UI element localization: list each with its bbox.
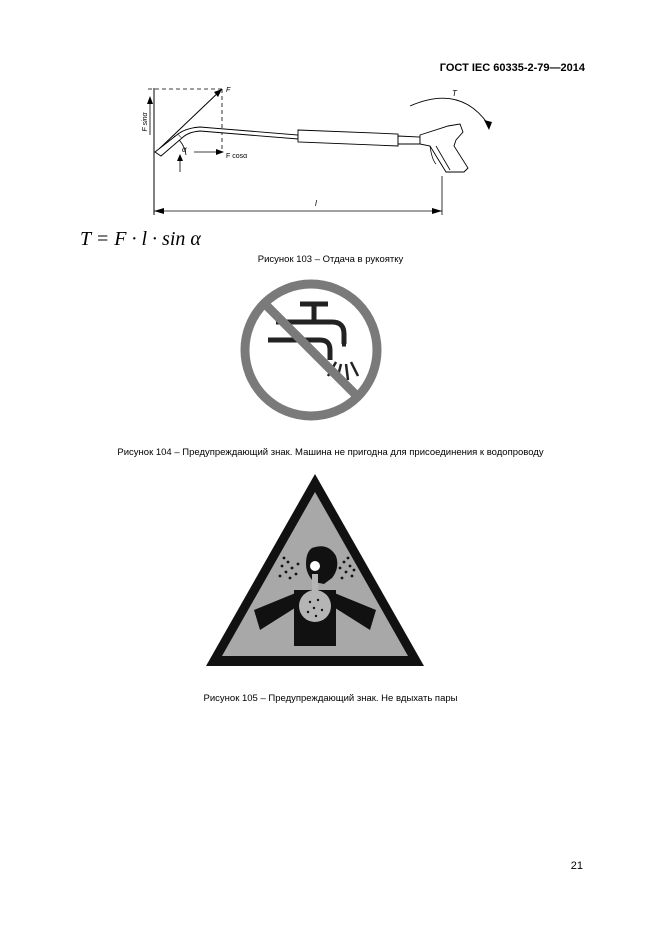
label-fcos: F cosα <box>226 153 248 160</box>
lance-sleeve <box>298 130 398 146</box>
force-arrow <box>158 89 222 150</box>
standard-designation: ГОСТ IEC 60335-2-79—2014 <box>439 62 585 74</box>
formula: T = F · l · sin α <box>80 228 201 250</box>
figure-105-warning-sign <box>202 470 428 670</box>
label-alpha: α <box>182 145 187 154</box>
label-t: T <box>452 89 457 98</box>
label-fsin: F sinα <box>142 112 149 132</box>
figure-103-caption: Рисунок 103 – Отдача в рукоятку <box>257 254 404 265</box>
figure-105-caption: Рисунок 105 – Предупреждающий знак. Не вдыхать пары <box>203 693 458 704</box>
label-l: l <box>315 199 317 208</box>
figure-103-diagram <box>130 80 510 220</box>
label-f: F <box>226 87 231 94</box>
spray-gun <box>420 124 468 172</box>
lance-tip <box>155 134 182 156</box>
lance-tube <box>178 127 298 139</box>
torque-arrow <box>410 98 488 124</box>
figure-104-prohibition-sign <box>236 278 386 428</box>
figure-104-caption: Рисунок 104 – Предупреждающий знак. Машина не пригодна для присоединения к водопроводу <box>117 447 544 458</box>
page-number: 21 <box>570 860 583 872</box>
